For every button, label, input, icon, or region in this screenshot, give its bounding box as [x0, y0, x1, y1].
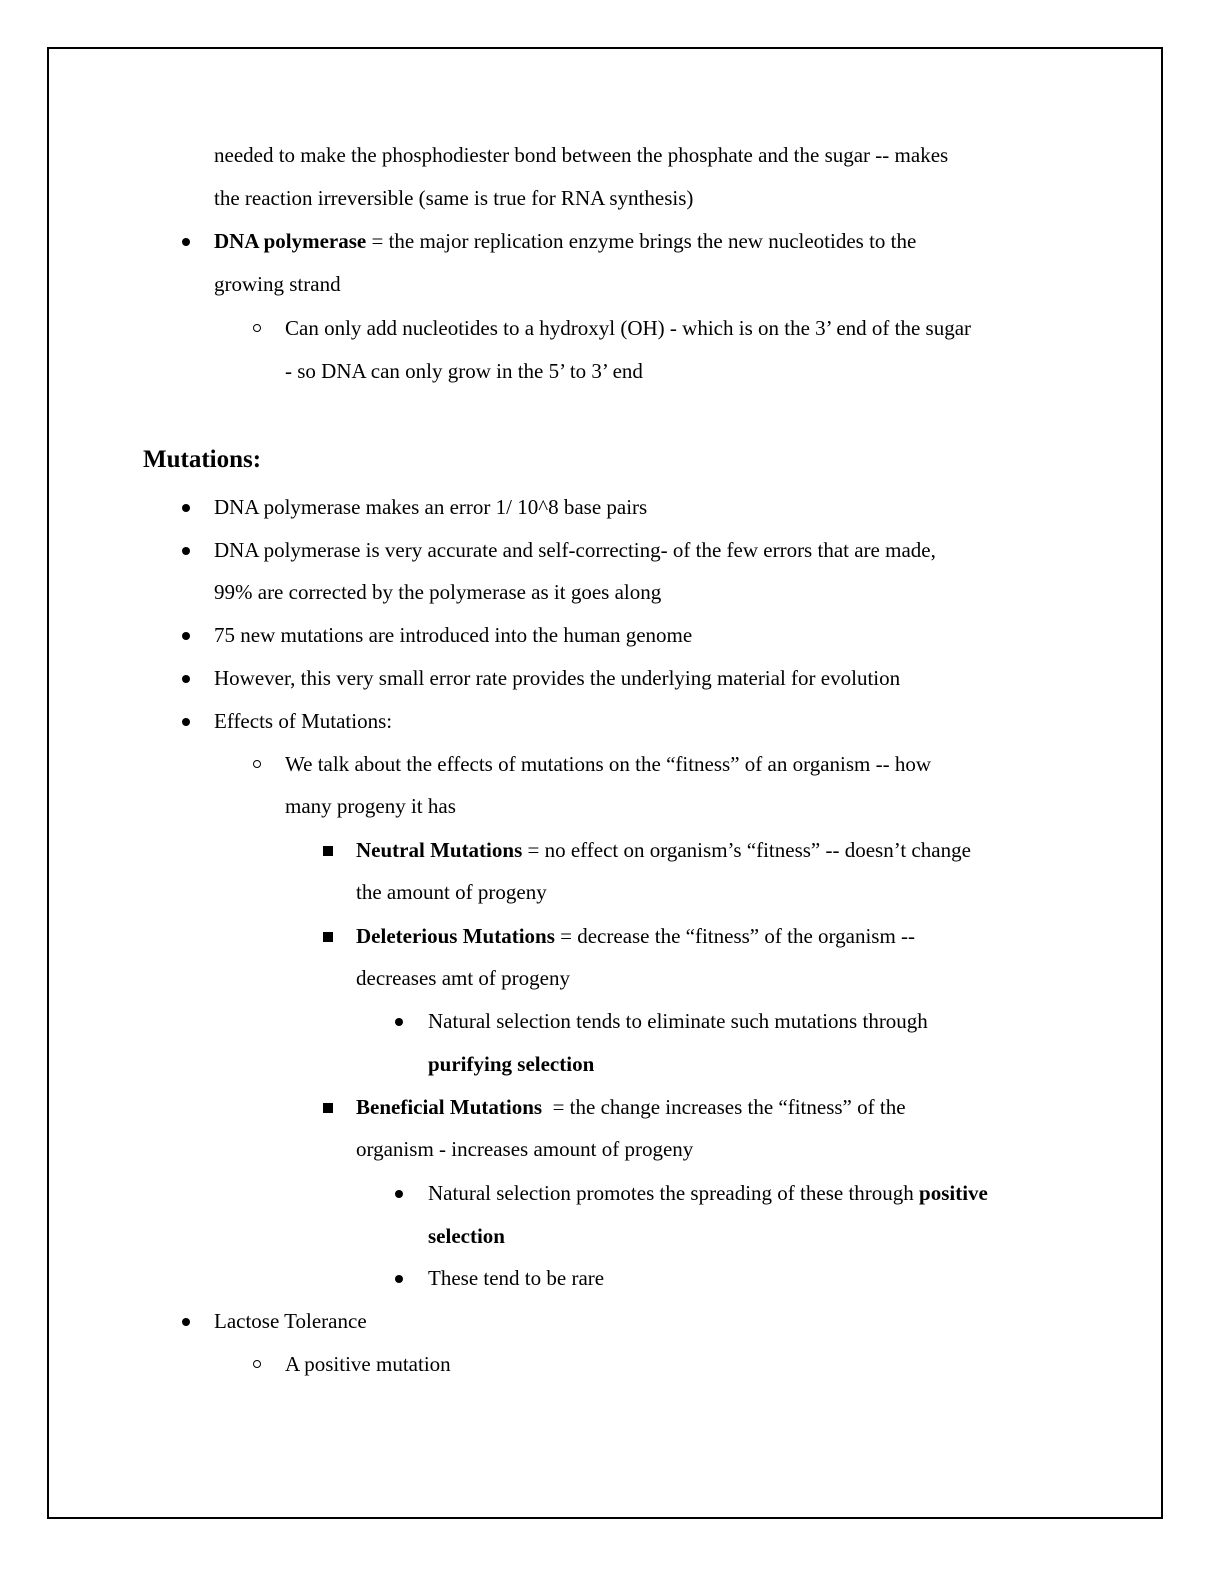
mutations-heading: Mutations:: [143, 446, 262, 473]
rare-item: These tend to be rare: [428, 1266, 605, 1290]
error-rate-item: DNA polymerase makes an error 1/ 10^8 base pairs: [214, 495, 648, 519]
effects-title: Effects of Mutations:: [214, 709, 393, 733]
neutral-mutations-definition: [356, 836, 971, 864]
bullet-square-icon: [323, 846, 333, 856]
neutral-def-text: = no effect on organism’s “fitness” -- doesn’t change: [522, 838, 971, 862]
neutral-def-line-2: the amount of progeny: [356, 880, 547, 904]
dna-polymerase-definition: [214, 227, 916, 255]
bullet-dot-icon: [395, 1275, 403, 1283]
positive-line-text: Natural selection promotes the spreading of these through: [428, 1181, 920, 1205]
bullet-dot-icon: [182, 718, 190, 726]
beneficial-def-line-2: organism - increases amount of progeny: [356, 1137, 694, 1161]
intro-line-1: needed to make the phosphodiester bond between the phosphate and the sugar -- makes: [214, 143, 949, 167]
dna-polymerase-sub-line-1: Can only add nucleotides to a hydroxyl (OH) - which is on the 3’ end of the sugar: [285, 316, 972, 340]
accurate-line-2: 99% are corrected by the polymerase as it goes along: [214, 580, 662, 604]
new-mutations-item: 75 new mutations are introduced into the human genome: [214, 623, 693, 647]
bullet-dot-icon: [182, 675, 190, 683]
bullet-dot-icon: [395, 1018, 403, 1026]
neutral-mutations-term: Neutral Mutations: [356, 838, 523, 862]
purifying-selection-term: purifying selection: [428, 1052, 595, 1076]
page-border: [47, 47, 1163, 1519]
fitness-line-1: We talk about the effects of mutations on the “fitness” of an organism -- how: [285, 752, 932, 776]
dna-polymerase-def-line-2: growing strand: [214, 272, 341, 296]
bullet-dot-icon: [182, 504, 190, 512]
bullet-square-icon: [323, 932, 333, 942]
bullet-circle-icon: [253, 324, 261, 332]
bullet-dot-icon: [182, 1318, 190, 1326]
beneficial-mutations-definition: [356, 1093, 906, 1121]
evolution-item: However, this very small error rate provides the underlying material for evolution: [214, 666, 901, 690]
purifying-line-2: [428, 1050, 594, 1078]
beneficial-mutations-term: Beneficial Mutations: [356, 1095, 543, 1119]
positive-term-part-2: selection: [428, 1224, 505, 1248]
bullet-circle-icon: [253, 1360, 261, 1368]
accurate-line-1: DNA polymerase is very accurate and self-correcting- of the few errors that are made,: [214, 538, 936, 562]
dna-polymerase-def-text: = the major replication enzyme brings the new nucleotides to the: [366, 229, 917, 253]
lactose-sub-item: A positive mutation: [285, 1352, 451, 1376]
bullet-dot-icon: [395, 1190, 403, 1198]
purifying-line-1: Natural selection tends to eliminate such mutations through: [428, 1009, 928, 1033]
bullet-dot-icon: [182, 238, 190, 246]
fitness-line-2: many progeny it has: [285, 794, 456, 818]
deleterious-def-line-2: decreases amt of progeny: [356, 966, 570, 990]
positive-line-1: [428, 1179, 988, 1207]
dna-polymerase-sub-line-2: - so DNA can only grow in the 5’ to 3’ end: [285, 359, 643, 383]
deleterious-mutations-term: Deleterious Mutations: [356, 924, 555, 948]
beneficial-def-text: = the change increases the “fitness” of the: [542, 1095, 906, 1119]
positive-line-2: [428, 1222, 505, 1250]
dna-polymerase-term: DNA polymerase: [214, 229, 367, 253]
bullet-square-icon: [323, 1103, 333, 1113]
bullet-dot-icon: [182, 632, 190, 640]
positive-term-part-1: positive: [919, 1181, 988, 1205]
deleterious-def-text: = decrease the “fitness” of the organism --: [554, 924, 916, 948]
lactose-tolerance-item: Lactose Tolerance: [214, 1309, 367, 1333]
intro-line-2: the reaction irreversible (same is true for RNA synthesis): [214, 186, 694, 210]
deleterious-mutations-definition: [356, 922, 915, 950]
bullet-circle-icon: [253, 760, 261, 768]
bullet-dot-icon: [182, 547, 190, 555]
